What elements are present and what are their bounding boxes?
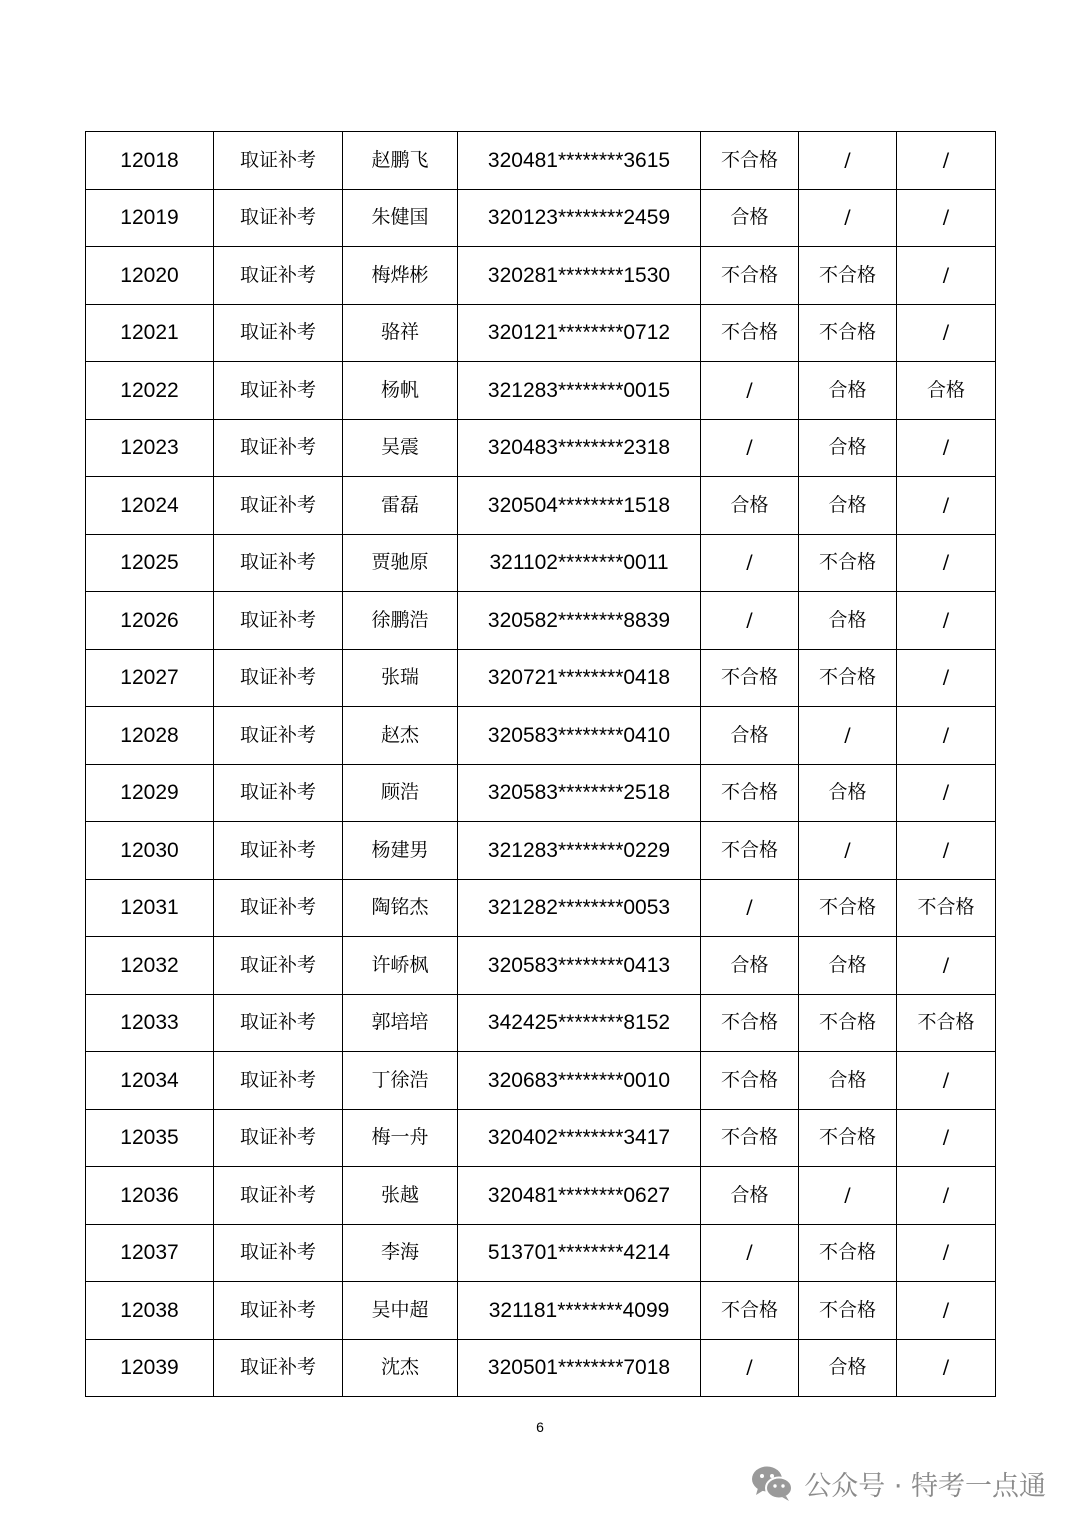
cell-result-2: 不合格 <box>799 304 897 362</box>
cell-candidate-name: 许峤枫 <box>343 937 458 995</box>
cell-id-number: 321282********0053 <box>458 879 701 937</box>
watermark-text: 公众号 · 特考一点通 <box>804 1470 1046 1502</box>
cell-number: 12020 <box>86 247 214 305</box>
cell-id-number: 320481********3615 <box>458 132 701 190</box>
cell-result-3: / <box>897 1167 996 1225</box>
cell-number: 12034 <box>86 1052 214 1110</box>
cell-result-3: / <box>897 132 996 190</box>
cell-id-number: 321181********4099 <box>458 1282 701 1340</box>
cell-result-1: 不合格 <box>701 649 799 707</box>
cell-exam-type: 取证补考 <box>214 247 343 305</box>
cell-number: 12024 <box>86 477 214 535</box>
cell-result-3: / <box>897 707 996 765</box>
cell-exam-type: 取证补考 <box>214 879 343 937</box>
cell-candidate-name: 赵杰 <box>343 707 458 765</box>
cell-result-3: / <box>897 534 996 592</box>
cell-result-2: 不合格 <box>799 1109 897 1167</box>
cell-candidate-name: 沈杰 <box>343 1339 458 1397</box>
cell-id-number: 320721********0418 <box>458 649 701 707</box>
cell-candidate-name: 郭培培 <box>343 994 458 1052</box>
cell-number: 12031 <box>86 879 214 937</box>
cell-result-1: 不合格 <box>701 994 799 1052</box>
cell-candidate-name: 陶铭杰 <box>343 879 458 937</box>
cell-id-number: 320683********0010 <box>458 1052 701 1110</box>
cell-result-3: / <box>897 304 996 362</box>
cell-number: 12030 <box>86 822 214 880</box>
cell-result-1: 不合格 <box>701 822 799 880</box>
cell-result-1: / <box>701 1224 799 1282</box>
cell-number: 12022 <box>86 362 214 420</box>
cell-result-1: 合格 <box>701 1167 799 1225</box>
cell-result-2: 不合格 <box>799 994 897 1052</box>
cell-candidate-name: 雷磊 <box>343 477 458 535</box>
cell-result-3: 合格 <box>897 362 996 420</box>
cell-result-2: / <box>799 132 897 190</box>
table-row <box>86 764 996 822</box>
watermark <box>750 1463 1046 1503</box>
cell-result-3: / <box>897 937 996 995</box>
cell-result-2: 不合格 <box>799 1224 897 1282</box>
cell-exam-type: 取证补考 <box>214 189 343 247</box>
cell-candidate-name: 张瑞 <box>343 649 458 707</box>
cell-id-number: 320402********3417 <box>458 1109 701 1167</box>
cell-result-3: / <box>897 592 996 650</box>
cell-result-2: 合格 <box>799 477 897 535</box>
cell-result-1: 合格 <box>701 707 799 765</box>
cell-result-2: 合格 <box>799 1339 897 1397</box>
cell-result-2: 不合格 <box>799 879 897 937</box>
wechat-icon <box>750 1463 794 1503</box>
cell-result-3: / <box>897 419 996 477</box>
cell-id-number: 342425********8152 <box>458 994 701 1052</box>
cell-id-number: 513701********4214 <box>458 1224 701 1282</box>
cell-exam-type: 取证补考 <box>214 304 343 362</box>
cell-number: 12027 <box>86 649 214 707</box>
cell-candidate-name: 徐鹏浩 <box>343 592 458 650</box>
results-table <box>85 131 996 1397</box>
cell-result-2: / <box>799 707 897 765</box>
cell-exam-type: 取证补考 <box>214 132 343 190</box>
cell-result-3: / <box>897 822 996 880</box>
cell-result-3: / <box>897 649 996 707</box>
cell-result-3: / <box>897 247 996 305</box>
cell-result-2: 不合格 <box>799 649 897 707</box>
table-row <box>86 707 996 765</box>
cell-id-number: 320483********2318 <box>458 419 701 477</box>
cell-id-number: 320121********0712 <box>458 304 701 362</box>
cell-result-1: 合格 <box>701 477 799 535</box>
cell-result-1: 不合格 <box>701 764 799 822</box>
cell-number: 12038 <box>86 1282 214 1340</box>
cell-result-3: / <box>897 1282 996 1340</box>
cell-result-1: / <box>701 1339 799 1397</box>
cell-candidate-name: 赵鹏飞 <box>343 132 458 190</box>
cell-result-1: 不合格 <box>701 1109 799 1167</box>
table-row <box>86 592 996 650</box>
cell-candidate-name: 吴中超 <box>343 1282 458 1340</box>
cell-number: 12028 <box>86 707 214 765</box>
cell-id-number: 321283********0015 <box>458 362 701 420</box>
cell-result-3: / <box>897 1052 996 1110</box>
cell-result-1: 不合格 <box>701 304 799 362</box>
cell-number: 12039 <box>86 1339 214 1397</box>
cell-result-2: 合格 <box>799 592 897 650</box>
cell-id-number: 320123********2459 <box>458 189 701 247</box>
cell-candidate-name: 吴震 <box>343 419 458 477</box>
cell-result-3: 不合格 <box>897 994 996 1052</box>
cell-exam-type: 取证补考 <box>214 1109 343 1167</box>
cell-candidate-name: 李海 <box>343 1224 458 1282</box>
cell-number: 12035 <box>86 1109 214 1167</box>
table-row <box>86 534 996 592</box>
cell-candidate-name: 贾驰原 <box>343 534 458 592</box>
table-row <box>86 189 996 247</box>
cell-id-number: 320583********0413 <box>458 937 701 995</box>
cell-result-3: / <box>897 477 996 535</box>
cell-candidate-name: 梅一舟 <box>343 1109 458 1167</box>
cell-candidate-name: 骆祥 <box>343 304 458 362</box>
cell-exam-type: 取证补考 <box>214 592 343 650</box>
cell-exam-type: 取证补考 <box>214 1052 343 1110</box>
cell-result-2: / <box>799 1167 897 1225</box>
cell-number: 12032 <box>86 937 214 995</box>
table-row <box>86 1109 996 1167</box>
cell-result-2: / <box>799 822 897 880</box>
table-row <box>86 1167 996 1225</box>
cell-candidate-name: 杨帆 <box>343 362 458 420</box>
cell-candidate-name: 顾浩 <box>343 764 458 822</box>
cell-result-1: 不合格 <box>701 1052 799 1110</box>
cell-exam-type: 取证补考 <box>214 1339 343 1397</box>
cell-result-1: 合格 <box>701 937 799 995</box>
cell-exam-type: 取证补考 <box>214 994 343 1052</box>
cell-id-number: 320501********7018 <box>458 1339 701 1397</box>
cell-result-2: 合格 <box>799 419 897 477</box>
cell-exam-type: 取证补考 <box>214 937 343 995</box>
table-row <box>86 1052 996 1110</box>
cell-candidate-name: 丁徐浩 <box>343 1052 458 1110</box>
cell-result-3: / <box>897 1339 996 1397</box>
cell-number: 12019 <box>86 189 214 247</box>
table-row <box>86 937 996 995</box>
cell-result-1: 不合格 <box>701 247 799 305</box>
table-row <box>86 132 996 190</box>
cell-id-number: 320582********8839 <box>458 592 701 650</box>
cell-result-2: 不合格 <box>799 1282 897 1340</box>
table-row <box>86 879 996 937</box>
cell-number: 12037 <box>86 1224 214 1282</box>
cell-number: 12036 <box>86 1167 214 1225</box>
cell-result-1: / <box>701 592 799 650</box>
cell-result-1: 不合格 <box>701 132 799 190</box>
cell-result-2: 不合格 <box>799 247 897 305</box>
cell-candidate-name: 梅烨彬 <box>343 247 458 305</box>
cell-exam-type: 取证补考 <box>214 419 343 477</box>
cell-result-2: / <box>799 189 897 247</box>
cell-result-1: / <box>701 534 799 592</box>
cell-result-2: 合格 <box>799 937 897 995</box>
cell-number: 12025 <box>86 534 214 592</box>
cell-result-1: / <box>701 879 799 937</box>
cell-result-3: / <box>897 189 996 247</box>
cell-number: 12026 <box>86 592 214 650</box>
table-body <box>86 132 996 1397</box>
cell-result-2: 合格 <box>799 1052 897 1110</box>
cell-result-1: / <box>701 362 799 420</box>
cell-number: 12033 <box>86 994 214 1052</box>
cell-result-1: 合格 <box>701 189 799 247</box>
cell-result-3: / <box>897 1224 996 1282</box>
cell-exam-type: 取证补考 <box>214 707 343 765</box>
cell-result-2: 不合格 <box>799 534 897 592</box>
cell-exam-type: 取证补考 <box>214 649 343 707</box>
cell-id-number: 320583********0410 <box>458 707 701 765</box>
page-number: 6 <box>536 1419 544 1435</box>
cell-id-number: 320281********1530 <box>458 247 701 305</box>
table-row <box>86 649 996 707</box>
cell-exam-type: 取证补考 <box>214 477 343 535</box>
cell-exam-type: 取证补考 <box>214 1282 343 1340</box>
table-row <box>86 477 996 535</box>
table-row <box>86 1339 996 1397</box>
table-row <box>86 247 996 305</box>
table-row <box>86 1282 996 1340</box>
table-row <box>86 994 996 1052</box>
cell-exam-type: 取证补考 <box>214 822 343 880</box>
cell-candidate-name: 朱健国 <box>343 189 458 247</box>
cell-id-number: 320504********1518 <box>458 477 701 535</box>
cell-number: 12023 <box>86 419 214 477</box>
cell-candidate-name: 张越 <box>343 1167 458 1225</box>
cell-id-number: 321102********0011 <box>458 534 701 592</box>
table-row <box>86 304 996 362</box>
cell-result-1: / <box>701 419 799 477</box>
cell-exam-type: 取证补考 <box>214 764 343 822</box>
table-row <box>86 419 996 477</box>
cell-number: 12018 <box>86 132 214 190</box>
cell-result-1: 不合格 <box>701 1282 799 1340</box>
cell-exam-type: 取证补考 <box>214 1224 343 1282</box>
cell-id-number: 320481********0627 <box>458 1167 701 1225</box>
cell-number: 12029 <box>86 764 214 822</box>
cell-result-3: / <box>897 764 996 822</box>
cell-result-2: 合格 <box>799 362 897 420</box>
table-row <box>86 1224 996 1282</box>
table-row <box>86 362 996 420</box>
cell-number: 12021 <box>86 304 214 362</box>
cell-id-number: 320583********2518 <box>458 764 701 822</box>
cell-id-number: 321283********0229 <box>458 822 701 880</box>
cell-result-2: 合格 <box>799 764 897 822</box>
cell-result-3: / <box>897 1109 996 1167</box>
table-row <box>86 822 996 880</box>
cell-exam-type: 取证补考 <box>214 362 343 420</box>
cell-exam-type: 取证补考 <box>214 1167 343 1225</box>
cell-candidate-name: 杨建男 <box>343 822 458 880</box>
cell-exam-type: 取证补考 <box>214 534 343 592</box>
cell-result-3: 不合格 <box>897 879 996 937</box>
